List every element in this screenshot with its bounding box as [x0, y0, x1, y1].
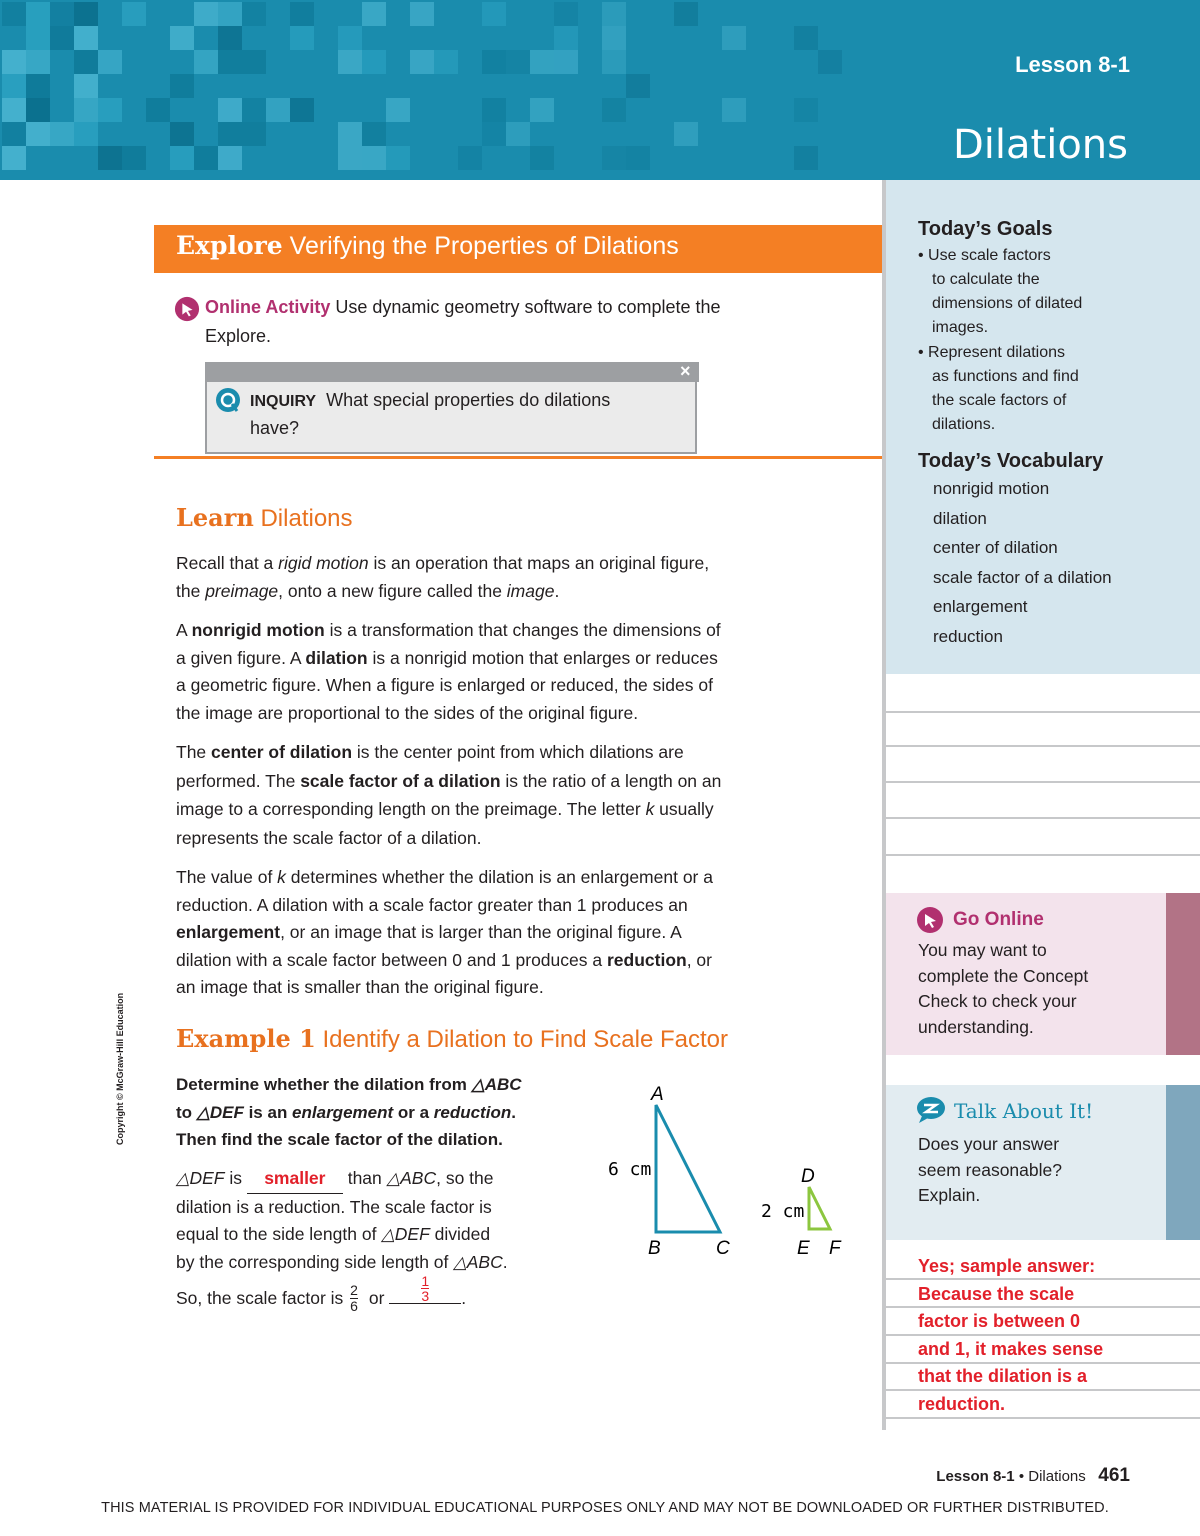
distribution-notice: THIS MATERIAL IS PROVIDED FOR INDIVIDUAL EDUCATIONAL PURPOSES ONLY AND MAY NOT BE DOWNLOADED OR FURTHER DISTRIBUTED. — [101, 1500, 1109, 1516]
explore-heading: Explore Verifying the Properties of Dilations — [176, 231, 679, 260]
section-divider — [154, 456, 882, 459]
goal-1: • Use scale factors to calculate the dimensions of dilated images. — [918, 247, 1083, 336]
vertex-label-b: B — [648, 1238, 661, 1259]
header-tile — [434, 50, 458, 74]
header-tile — [818, 50, 842, 74]
note-line — [886, 817, 1200, 819]
header-tile — [722, 26, 746, 50]
header-tile — [674, 122, 698, 146]
answer-fraction: $\frac{1}{3}$ — [389, 1274, 461, 1304]
header-tile — [482, 2, 506, 26]
dilation-figure — [600, 1080, 860, 1270]
header-tile — [194, 2, 218, 26]
header-tile — [170, 146, 194, 170]
length-label-ab: 6 cm — [608, 1159, 652, 1180]
header-tile — [626, 146, 650, 170]
speech-bubble-icon — [916, 1096, 948, 1124]
header-tile — [74, 98, 98, 122]
vertex-label-f: F — [829, 1238, 841, 1259]
header-tile — [602, 2, 626, 26]
close-icon[interactable]: × — [680, 361, 691, 381]
header-tile — [602, 98, 626, 122]
note-line — [886, 711, 1200, 713]
header-tile — [170, 74, 194, 98]
header-tile — [218, 122, 242, 146]
note-line — [886, 745, 1200, 747]
header-tile — [2, 146, 26, 170]
scale-factor-line: So, the scale factor is $\frac{2}{6}$ or $\frac{1}{3}$. — [176, 1272, 467, 1314]
header-tile — [530, 146, 554, 170]
header-tile — [218, 26, 242, 50]
sample-answer: Yes; sample answer: Because the scale factor is between 0 and 1, it makes sense that the dilation is a reduction. — [918, 1256, 1104, 1414]
header-tile — [410, 50, 434, 74]
header-tile — [74, 122, 98, 146]
header-tile — [794, 26, 818, 50]
header-tile — [626, 74, 650, 98]
example-solution: △DEF is smaller than △ABC, so the dilation is a reduction. The scale factor is equal to the side length of △DEF divided by the corresponding side length of △ABC. — [176, 1165, 606, 1276]
header-tile — [170, 26, 194, 50]
vocab-item: enlargement — [933, 597, 1028, 616]
header-tile — [242, 98, 266, 122]
header-tile — [794, 98, 818, 122]
header-tile — [98, 50, 122, 74]
header-tile — [602, 50, 626, 74]
vocab-item: nonrigid motion — [933, 479, 1050, 498]
header-tile — [482, 98, 506, 122]
header-tile — [26, 50, 50, 74]
header-tile — [218, 2, 242, 26]
header-tile — [530, 50, 554, 74]
go-online-text: You may want to complete the Concept Check to check your understanding. — [918, 940, 1089, 1037]
inquiry-question: INQUIRY What special properties do dilations have? — [250, 390, 611, 438]
header-tile — [2, 98, 26, 122]
page-number: 461 — [1098, 1465, 1130, 1486]
header-tile — [362, 50, 386, 74]
note-line — [886, 781, 1200, 783]
vertex-label-d: D — [801, 1166, 815, 1187]
header-tile — [26, 98, 50, 122]
header-tile — [674, 2, 698, 26]
header-tile — [50, 122, 74, 146]
vocab-item: scale factor of a dilation — [933, 567, 1112, 587]
header-tile — [530, 98, 554, 122]
header-tile — [338, 50, 362, 74]
header-tile — [194, 146, 218, 170]
header-tile — [218, 98, 242, 122]
triangle-abc — [656, 1105, 720, 1232]
header-tile — [146, 98, 170, 122]
vocab-item: dilation — [933, 508, 987, 528]
copyright-notice: Copyright © McGraw-Hill Education — [115, 992, 125, 1145]
length-label-de: 2 cm — [761, 1201, 805, 1222]
header-tile — [554, 2, 578, 26]
goal-2: • Represent dilations as functions and find the scale factors of dilations. — [918, 344, 1079, 433]
header-tile — [26, 26, 50, 50]
cursor-click-icon — [174, 296, 200, 322]
example-heading: Example 1 Identify a Dilation to Find Scale Factor — [176, 1024, 728, 1053]
header-tile — [242, 122, 266, 146]
header-tile — [506, 50, 530, 74]
header-tile — [26, 122, 50, 146]
header-tile — [362, 146, 386, 170]
online-activity: Online Activity Use dynamic geometry software to complete the Explore. — [205, 297, 721, 346]
vertex-label-a: A — [651, 1084, 664, 1105]
header-tile — [482, 50, 506, 74]
header-tile — [26, 2, 50, 26]
example-question: Determine whether the dilation from △ABC to △DEF is an enlargement or a reduction. Then find the scale factor of the dilation. — [176, 1075, 522, 1149]
vocab-item: reduction — [933, 626, 1003, 646]
header-tile — [362, 2, 386, 26]
vocab-title: Today’s Vocabulary — [918, 450, 1104, 472]
header-tile — [338, 122, 362, 146]
header-tile — [722, 98, 746, 122]
header-tile — [50, 2, 74, 26]
header-tile — [602, 146, 626, 170]
header-tile — [218, 50, 242, 74]
go-online-title[interactable]: Go Online — [953, 909, 1044, 930]
talk-about-text: Does your answer seem reasonable? Explain. — [918, 1134, 1062, 1205]
header-tile — [74, 74, 98, 98]
lesson-number: Lesson 8-1 — [1015, 52, 1130, 77]
header-tile — [458, 146, 482, 170]
header-tile — [554, 50, 578, 74]
header-tile — [242, 50, 266, 74]
header-tile — [122, 2, 146, 26]
page-title: Dilations — [953, 122, 1128, 168]
header-tile — [554, 26, 578, 50]
note-line — [886, 854, 1200, 856]
header-tile — [506, 122, 530, 146]
answer-blank: smaller — [247, 1165, 343, 1194]
learn-paragraph-4: The value of k determines whether the dilation is an enlargement or a reduction. A dilation with a scale factor greater than 1 produces an enlargement, or an image that is larger than the original figure. A dilation with a scale factor between 0 and 1 produces a reduction, or an image that is smaller than the original figure. — [176, 867, 713, 997]
page-header — [0, 0, 1200, 180]
header-tile — [2, 74, 26, 98]
fraction: $\frac{2}{6}$ — [350, 1282, 358, 1314]
header-tile — [2, 122, 26, 146]
header-tile — [26, 74, 50, 98]
header-tile — [2, 2, 26, 26]
learn-paragraph-1: Recall that a rigid motion is an operation that maps an original figure, the preimage, onto a new figure called the image. — [176, 553, 710, 601]
header-tile — [410, 2, 434, 26]
header-tile — [386, 146, 410, 170]
talk-about-title: Talk About It! — [954, 1099, 1094, 1123]
vocab-item: center of dilation — [933, 538, 1058, 557]
header-tile — [338, 146, 362, 170]
header-tile — [290, 26, 314, 50]
header-tile — [602, 26, 626, 50]
talk-about-tab — [1166, 1085, 1200, 1240]
inquiry-titlebar — [205, 362, 699, 382]
header-tile — [794, 146, 818, 170]
header-tile — [122, 146, 146, 170]
vocab-list — [933, 474, 1112, 651]
header-tile — [194, 50, 218, 74]
header-tile — [386, 98, 410, 122]
header-tile — [2, 50, 26, 74]
triangle-def — [809, 1187, 830, 1229]
vertex-label-e: E — [797, 1238, 810, 1259]
online-activity-link[interactable]: Online Activity — [205, 297, 331, 317]
header-tile — [50, 26, 74, 50]
go-online-tab — [1166, 893, 1200, 1055]
header-tile — [74, 26, 98, 50]
page-footer: Lesson 8-1 • Dilations 461 — [936, 1465, 1130, 1486]
header-tile — [362, 122, 386, 146]
learn-paragraph-3: The center of dilation is the center point from which dilations are performed. The scale factor of a dilation is the ratio of a length on an image to a corresponding length on the preimage. The letter k usually represents the scale factor of a dilation. — [176, 742, 722, 848]
header-tile — [290, 98, 314, 122]
header-tile — [74, 2, 98, 26]
header-tile — [290, 2, 314, 26]
header-tile — [98, 98, 122, 122]
header-tile — [170, 122, 194, 146]
learn-paragraph-2: A nonrigid motion is a transformation that changes the dimensions of a given figure. A dilation is a nonrigid motion that enlarges or reduces a geometric figure. When a figure is enlarged or reduced, the sides of the image are proportional to the sides of the original figure. — [176, 620, 721, 723]
header-tile — [98, 146, 122, 170]
header-tile — [74, 50, 98, 74]
inquiry-icon — [214, 387, 242, 415]
header-tile — [242, 2, 266, 26]
goals-title: Today’s Goals — [918, 218, 1053, 240]
vertex-label-c: C — [716, 1238, 730, 1259]
header-tile — [218, 146, 242, 170]
header-tile — [338, 26, 362, 50]
cursor-click-icon — [916, 906, 944, 934]
header-tile — [266, 98, 290, 122]
learn-heading: Learn Dilations — [176, 503, 353, 532]
header-tile — [482, 122, 506, 146]
